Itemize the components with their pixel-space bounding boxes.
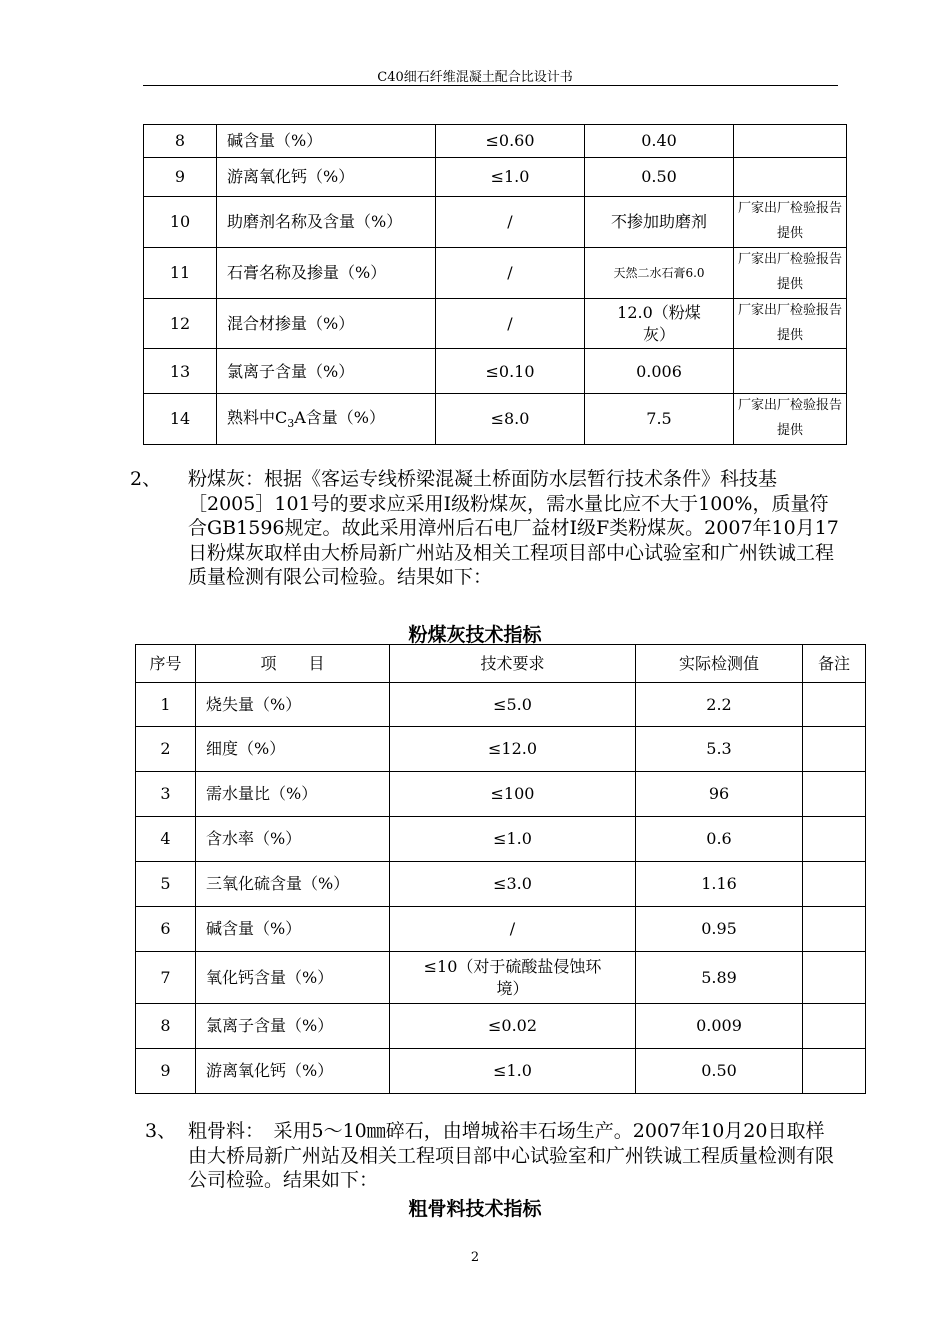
table-row: [136, 1004, 866, 1049]
row-number: 9: [144, 158, 217, 197]
requirement: ≤1.0: [390, 817, 636, 862]
item-name: 碱含量（%）: [217, 125, 436, 158]
requirement: ≤0.10: [436, 349, 585, 394]
requirement: ≤0.60: [436, 125, 585, 158]
row-number: 11: [144, 248, 217, 299]
requirement: /: [436, 248, 585, 299]
table-row: [144, 158, 847, 197]
item-name: 游离氧化钙（%）: [217, 158, 436, 197]
measured-value: 2.2: [636, 683, 803, 727]
remark: [803, 862, 866, 907]
row-number: 12: [144, 299, 217, 349]
column-header: 项 目: [196, 645, 390, 683]
requirement: ≤0.02: [390, 1004, 636, 1049]
table-row: [136, 727, 866, 772]
row-number: 8: [136, 1004, 196, 1049]
item-name-subscript: 3: [287, 416, 295, 430]
requirement: /: [436, 299, 585, 349]
measured-value: 天然二水石膏6.0: [585, 248, 734, 299]
measured-value: 0.50: [636, 1049, 803, 1094]
table-row: [144, 299, 847, 349]
table-row: [136, 683, 866, 727]
header-rule: [143, 85, 838, 86]
remark: [803, 727, 866, 772]
remark: [803, 817, 866, 862]
measured-value: 0.50: [585, 158, 734, 197]
column-header: 序号: [136, 645, 196, 683]
measured-value: 1.16: [636, 862, 803, 907]
row-number: 4: [136, 817, 196, 862]
row-number: 13: [144, 349, 217, 394]
item-name: 需水量比（%）: [196, 772, 390, 817]
measured-value: 5.3: [636, 727, 803, 772]
item-name: 细度（%）: [196, 727, 390, 772]
row-number: 10: [144, 197, 217, 248]
measured-value: 0.006: [585, 349, 734, 394]
row-number: 1: [136, 683, 196, 727]
item-name-suffix: A含量（%）: [294, 407, 386, 427]
item-name: 助磨剂名称及含量（%）: [217, 197, 436, 248]
column-header: 实际检测值: [636, 645, 803, 683]
table-row: [144, 394, 847, 444]
item-name: 游离氧化钙（%）: [196, 1049, 390, 1094]
remark: [803, 1049, 866, 1094]
item-name: 氯离子含量（%）: [217, 349, 436, 394]
section-text: 粗骨料： 采用5～10㎜碎石，由增城裕丰石场生产。2007年10月20日取样由大桥局新广州站及相关工程项目部中心试验室和广州铁诚工程质量检测有限公司检验。结果如下：: [188, 1120, 835, 1191]
cement-table: [143, 124, 847, 445]
row-number: 2: [136, 727, 196, 772]
row-number: 3: [136, 772, 196, 817]
measured-value: 0.95: [636, 907, 803, 952]
table-row: [144, 248, 847, 299]
remark: [803, 1004, 866, 1049]
table-row: [136, 952, 866, 1004]
column-header: 技术要求: [390, 645, 636, 683]
remark: 厂家出厂检验报告提供: [734, 394, 847, 444]
section-2-paragraph: [0, 467, 950, 617]
item-name: 氧化钙含量（%）: [196, 952, 390, 1004]
measured-value: 12.0（粉煤灰）: [585, 299, 734, 349]
section-number: 2、: [130, 468, 162, 490]
table-row: [144, 349, 847, 394]
table-row: [136, 817, 866, 862]
remark: 厂家出厂检验报告提供: [734, 299, 847, 349]
remark: [734, 158, 847, 197]
remark: [803, 952, 866, 1004]
page-header-title: C40细石纤维混凝土配合比设计书: [377, 70, 573, 85]
table-row: [136, 772, 866, 817]
table-row: [144, 125, 847, 158]
measured-value: 不掺加助磨剂: [585, 197, 734, 248]
section-number: 3、: [145, 1120, 177, 1142]
measured-value: 0.6: [636, 817, 803, 862]
requirement: ≤12.0: [390, 727, 636, 772]
item-name: 含水率（%）: [196, 817, 390, 862]
requirement: ≤1.0: [390, 1049, 636, 1094]
remark: 厂家出厂检验报告提供: [734, 197, 847, 248]
row-number: 5: [136, 862, 196, 907]
requirement: ≤5.0: [390, 683, 636, 727]
section-text: 粉煤灰：根据《客运专线桥梁混凝土桥面防水层暂行技术条件》科技基［2005］101号的要求应采用Ⅰ级粉煤灰，需水量比应不大于100%，质量符合GB1596规定。故此采用漳州后石电厂益材Ⅰ级F类粉煤灰。2007年10月17日粉煤灰取样由大桥局新广州站及相关工程项目部中心试验室和广州铁诚工程质量检测有限公司检验。结果如下：: [188, 468, 839, 588]
row-number: 8: [144, 125, 217, 158]
measured-value: 96: [636, 772, 803, 817]
table-row: [136, 1049, 866, 1094]
table-row: [136, 907, 866, 952]
remark: [734, 349, 847, 394]
item-name: 氯离子含量（%）: [196, 1004, 390, 1049]
table-row: [144, 197, 847, 248]
row-number: 7: [136, 952, 196, 1004]
measured-value: 7.5: [585, 394, 734, 444]
item-name: 石膏名称及掺量（%）: [217, 248, 436, 299]
item-name: 烧失量（%）: [196, 683, 390, 727]
requirement: /: [390, 907, 636, 952]
remark: [803, 683, 866, 727]
requirement: /: [436, 197, 585, 248]
row-number: 6: [136, 907, 196, 952]
remark: [734, 125, 847, 158]
section-3-paragraph: [0, 1119, 950, 1194]
remark: [803, 772, 866, 817]
table-row: [136, 862, 866, 907]
remark: 厂家出厂检验报告提供: [734, 248, 847, 299]
measured-value: 0.009: [636, 1004, 803, 1049]
column-header: 备注: [803, 645, 866, 683]
item-name: [217, 394, 436, 444]
row-number: 9: [136, 1049, 196, 1094]
measured-value: 0.40: [585, 125, 734, 158]
requirement: ≤3.0: [390, 862, 636, 907]
aggregate-table-title: 粗骨料技术指标: [408, 1198, 542, 1220]
flyash-table: [135, 644, 866, 1094]
page-number: 2: [470, 1250, 480, 1265]
row-number: 14: [144, 394, 217, 444]
item-name: 碱含量（%）: [196, 907, 390, 952]
flyash-table-title: 粉煤灰技术指标: [408, 624, 542, 646]
remark: [803, 907, 866, 952]
measured-value: 5.89: [636, 952, 803, 1004]
requirement: ≤8.0: [436, 394, 585, 444]
table-header-row: [136, 645, 866, 683]
item-name: 三氧化硫含量（%）: [196, 862, 390, 907]
item-name: 混合材掺量（%）: [217, 299, 436, 349]
requirement: ≤100: [390, 772, 636, 817]
requirement: ≤1.0: [436, 158, 585, 197]
item-name-prefix: 熟料中C: [227, 407, 288, 427]
requirement: ≤10（对于硫酸盐侵蚀环境）: [390, 952, 636, 1004]
